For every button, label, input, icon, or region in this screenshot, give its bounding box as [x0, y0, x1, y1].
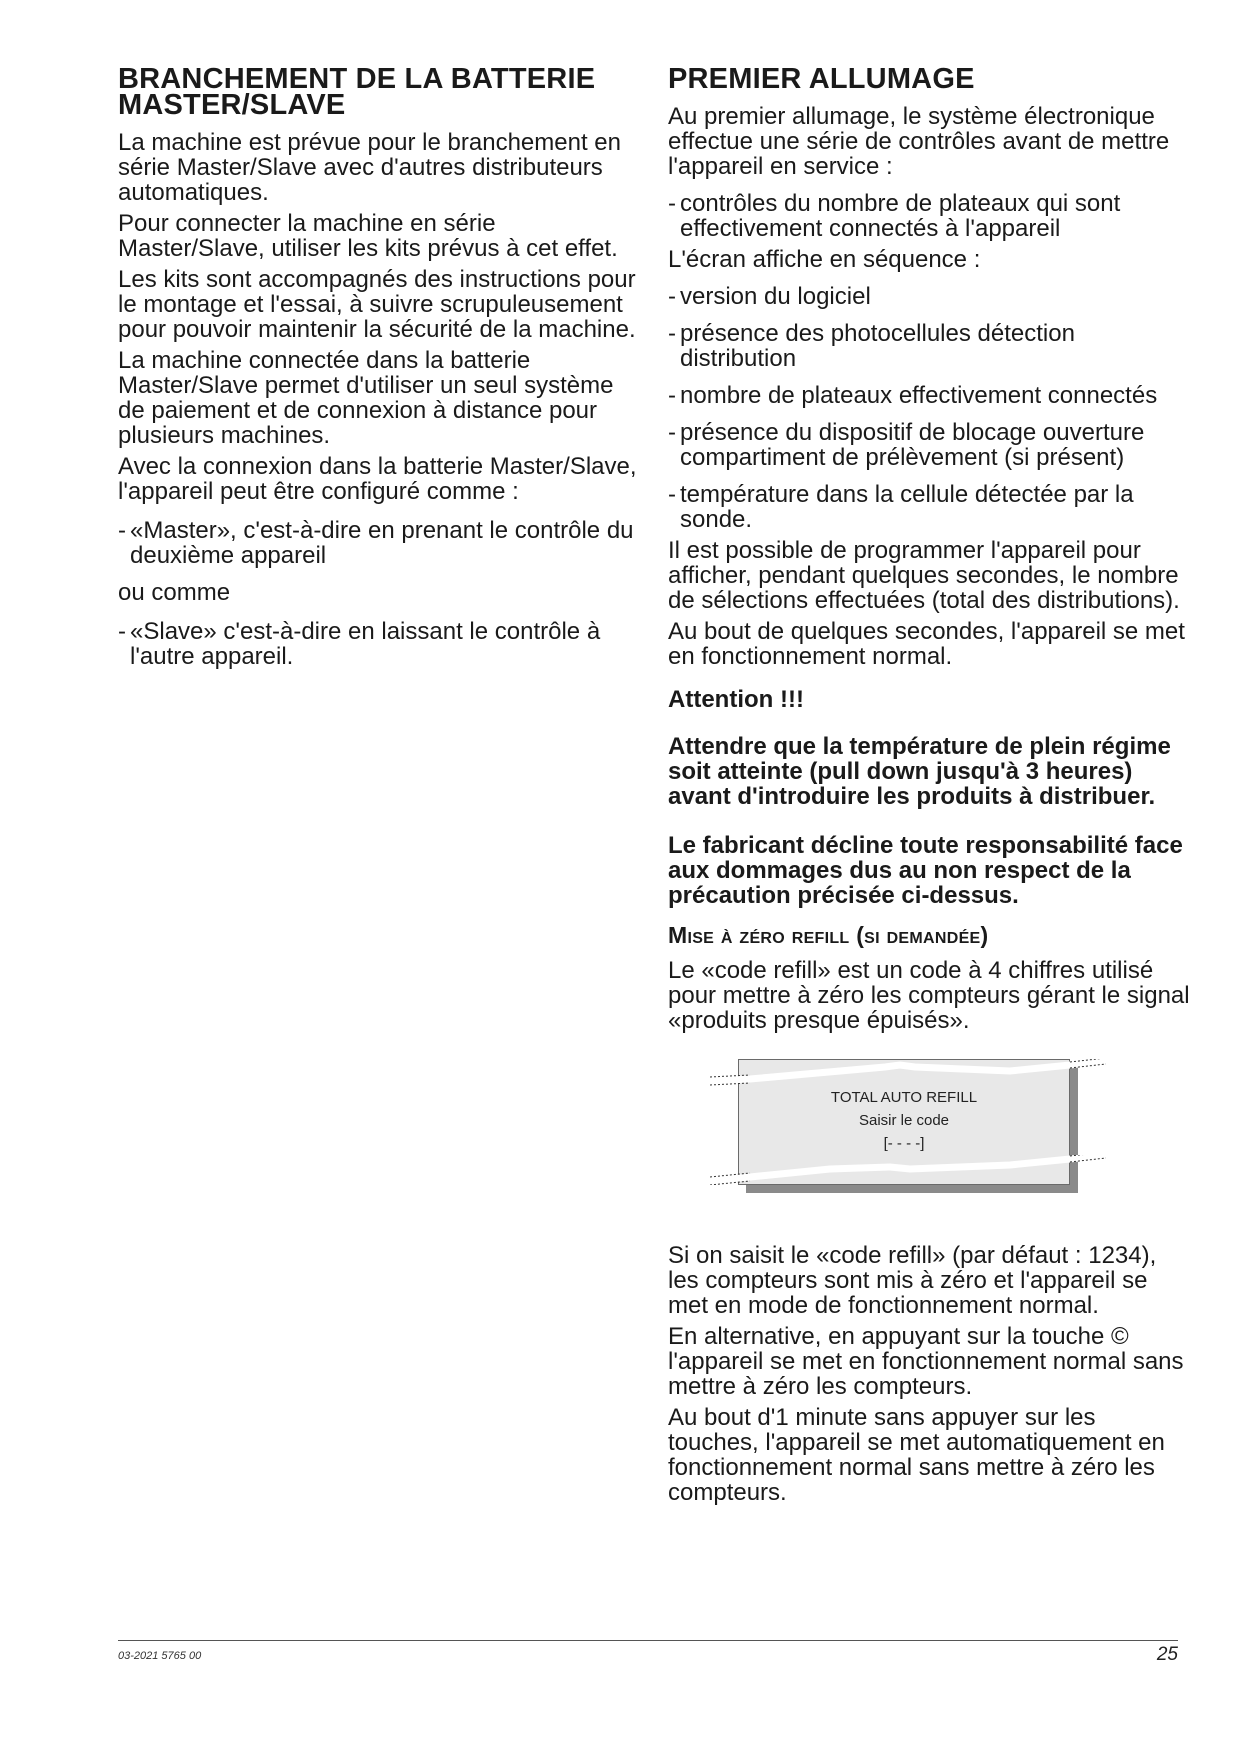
- paragraph: L'écran affiche en séquence :: [668, 246, 981, 273]
- master-option-list: [118, 518, 638, 568]
- list-item-master: - «Master», c'est-à-dire en prenant le contrôle du deuxième appareil: [118, 518, 638, 568]
- left-column: [118, 63, 638, 681]
- list-item-sequence: - version du logiciel: [668, 284, 1190, 309]
- paragraph: Les kits sont accompagnés des instructions pour le montage et l'essai, à suivre scrupuleusement pour pouvoir maintenir la sécurité de la machine.: [118, 266, 636, 343]
- paragraph: La machine est prévue pour le branchement en série Master/Slave avec d'autres distributeurs automatiques.: [118, 129, 621, 206]
- display-line-code: [- - - -]: [883, 1135, 925, 1152]
- tear-mark-bottom-icon: [710, 1155, 1106, 1185]
- list-item-sequence: - température dans la cellule détectée par la sonde.: [668, 482, 1190, 532]
- paragraph: La machine connectée dans la batterie Master/Slave permet d'utiliser un seul système de paiement et de connexion à distance pour plusieurs machines.: [118, 347, 614, 449]
- warning-liability: Le fabricant décline toute responsabilité face aux dommages dus au non respect de la précaution précisée ci-dessus.: [668, 832, 1183, 909]
- paragraph: Si on saisit le «code refill» (par défaut : 1234), les compteurs sont mis à zéro et l'appareil se met en mode de fonctionnement normal.: [668, 1242, 1157, 1319]
- list-item-sequence: - présence du dispositif de blocage ouverture compartiment de prélèvement (si présent): [668, 420, 1190, 470]
- list-item-slave: - «Slave» c'est-à-dire en laissant le contrôle à l'autre appareil.: [118, 619, 638, 669]
- paragraph: Au premier allumage, le système électronique effectue une série de contrôles avant de mettre l'appareil en service :: [668, 103, 1170, 180]
- warning-temperature: Attendre que la température de plein régime soit atteinte (pull down jusqu'à 3 heures) avant d'introduire les produits à distribuer.: [668, 733, 1171, 810]
- display-sequence-list: [668, 284, 1190, 532]
- paragraph: En alternative, en appuyant sur la touche © l'appareil se met en fonctionnement normal sans mettre à zéro les compteurs.: [668, 1323, 1184, 1400]
- section-heading-premier-allumage: PREMIER ALLUMAGE: [668, 63, 975, 95]
- document-code: 03-2021 5765 00: [118, 1650, 202, 1662]
- paragraph: Pour connecter la machine en série Master/Slave, utiliser les kits prévus à cet effet.: [118, 210, 618, 262]
- list-item-check: - contrôles du nombre de plateaux qui sont effectivement connectés à l'appareil: [668, 191, 1190, 241]
- footer-divider: [118, 1640, 1178, 1641]
- paragraph: Il est possible de programmer l'appareil pour afficher, pendant quelques secondes, le nombre de sélections effectuées (total des distributions).: [668, 537, 1180, 614]
- checks-list: [668, 191, 1190, 241]
- paragraph: Au bout de quelques secondes, l'appareil se met en fonctionnement normal.: [668, 618, 1185, 670]
- display-line-title: TOTAL AUTO REFILL: [830, 1089, 978, 1106]
- paragraph: Avec la connexion dans la batterie Master/Slave, l'appareil peut être configuré comme :: [118, 453, 637, 505]
- paragraph-or: ou comme: [118, 579, 231, 606]
- section-heading-master-slave: BRANCHEMENT DE LA BATTERIE MASTER/SLAVE: [118, 63, 596, 121]
- list-item-sequence: - présence des photocellules détection distribution: [668, 321, 1190, 371]
- display-line-prompt: Saisir le code: [858, 1112, 950, 1129]
- list-item-sequence: - nombre de plateaux effectivement connectés: [668, 383, 1190, 408]
- right-column: [668, 63, 1190, 1511]
- display-screen-illustration: [738, 1059, 1078, 1199]
- subheading-refill-reset: Mise à zéro refill (si demandée): [668, 922, 989, 948]
- tear-mark-top-icon: [710, 1059, 1106, 1089]
- attention-label: Attention !!!: [668, 686, 804, 713]
- page-number: 25: [1156, 1644, 1178, 1665]
- paragraph: Au bout d'1 minute sans appuyer sur les touches, l'appareil se met automatiquement en fonctionnement normal sans mettre à zéro les compteurs.: [668, 1404, 1165, 1506]
- paragraph: Le «code refill» est un code à 4 chiffres utilisé pour mettre à zéro les compteurs gérant le signal «produits presque épuisés».: [668, 957, 1190, 1034]
- slave-option-list: [118, 619, 638, 669]
